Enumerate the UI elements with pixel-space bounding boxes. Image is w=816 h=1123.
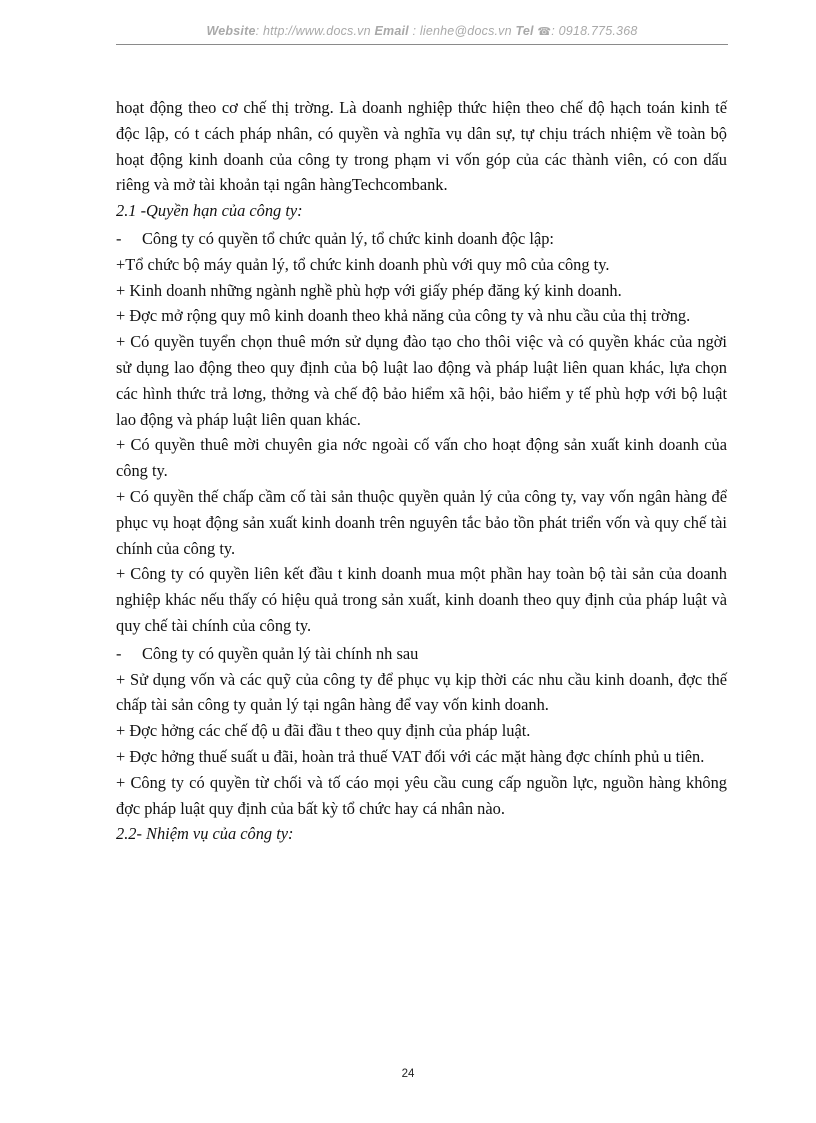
bullet-dash: - (116, 228, 122, 248)
page-header (116, 24, 728, 38)
phone-icon: ☎ (537, 26, 552, 38)
list-item: + Công ty có quyền liên kết đầu t kinh doanh mua một phần hay toàn bộ tài sản của doanh nghiệp khác nếu thấy có hiệu quả trong sản xuất, kinh doanh theo quy định của pháp luật và quy chế tài chính của công ty. (116, 564, 727, 635)
intro-paragraph: hoạt động theo cơ chế thị trờng. Là doanh nghiệp thức hiện theo chế độ hạch toán kinh tế độc lập, có t cách pháp nhân, có quyền và nghĩa vụ dân sự, tự chịu trách nhiệm về toàn bộ hoạt động kinh doanh của công ty trong phạm vi vốn góp của các thành viên, có con dấu riêng và mở tài khoản tại ngân hàngTechcombank. (116, 98, 727, 195)
email-label: Email (374, 24, 409, 38)
bullet-item (116, 641, 727, 667)
list-item: + Đợc mở rộng quy mô kinh doanh theo khả năng của công ty và nhu cầu của thị trờng. (116, 306, 691, 326)
website-separator: : (255, 24, 263, 38)
header-rule (116, 44, 728, 45)
list-item: +Tổ chức bộ máy quản lý, tổ chức kinh doanh phù với quy mô của công ty. (116, 254, 610, 274)
page-number: 24 (401, 1068, 415, 1080)
email-address[interactable]: lienhe@docs.vn (419, 24, 512, 38)
document-body (116, 95, 727, 847)
tel-number: : 0918.775.368 (551, 24, 638, 38)
list-item: + Sử dụng vốn và các quỹ của công ty để phục vụ kịp thời các nhu cầu kinh doanh, đợc thế chấp tài sản công ty quản lý tại ngân hàng để vay vốn kinh doanh. (116, 669, 727, 715)
bullet-item (116, 226, 727, 252)
list-item: + Có quyền thuê mời chuyên gia nớc ngoài cố vấn cho hoạt động sản xuất kinh doanh của công ty. (116, 435, 727, 481)
list-item: + Đợc hởng các chế độ u đãi đầu t theo quy định của pháp luật. (116, 721, 531, 741)
website-label: Website (206, 24, 256, 38)
list-item: + Có quyền tuyển chọn thuê mớn sử dụng đào tạo cho thôi việc và có quyền khác của ngời sử dụng lao động theo quy định của bộ luật lao động và pháp luật liên quan khác, lựa chọn các hình thức trả lơng, thởng và chế độ bảo hiểm xã hội, bảo hiểm y tế phù hợp với bộ luật lao động và pháp luật liên quan khác. (116, 332, 727, 429)
list-item: + Có quyền thế chấp cầm cố tài sản thuộc quyền quản lý của công ty, vay vốn ngân hàng để phục vụ hoạt động sản xuất kinh doanh trên nguyên tắc bảo tồn phát triển vốn và quy chế tài chính của công ty. (116, 486, 727, 558)
tel-label: Tel (515, 24, 534, 38)
section-heading-2-2: 2.2- Nhiệm vụ của công ty: (116, 824, 294, 844)
bullet-text: Công ty có quyền quản lý tài chính nh sau (142, 643, 419, 663)
bullet-dash: - (116, 643, 122, 663)
bullet-text: Công ty có quyền tổ chức quản lý, tổ chức kinh doanh độc lập: (142, 228, 554, 248)
email-separator: : (408, 24, 420, 38)
list-item: + Đợc hởng thuế suất u đãi, hoàn trả thuế VAT đối với các mặt hàng đợc chính phủ u tiên. (116, 746, 705, 766)
list-item: + Công ty có quyền từ chối và tố cáo mọi yêu cầu cung cấp nguồn lực, nguồn hàng không đợc pháp luật quy định của bất kỳ tổ chức hay cá nhân nào. (116, 772, 727, 818)
list-item: + Kinh doanh những ngành nghề phù hợp với giấy phép đăng ký kinh doanh. (116, 280, 622, 300)
section-heading-2-1: 2.1 -Quyền hạn của công ty: (116, 201, 303, 221)
website-url[interactable]: http://www.docs.vn (262, 24, 371, 38)
